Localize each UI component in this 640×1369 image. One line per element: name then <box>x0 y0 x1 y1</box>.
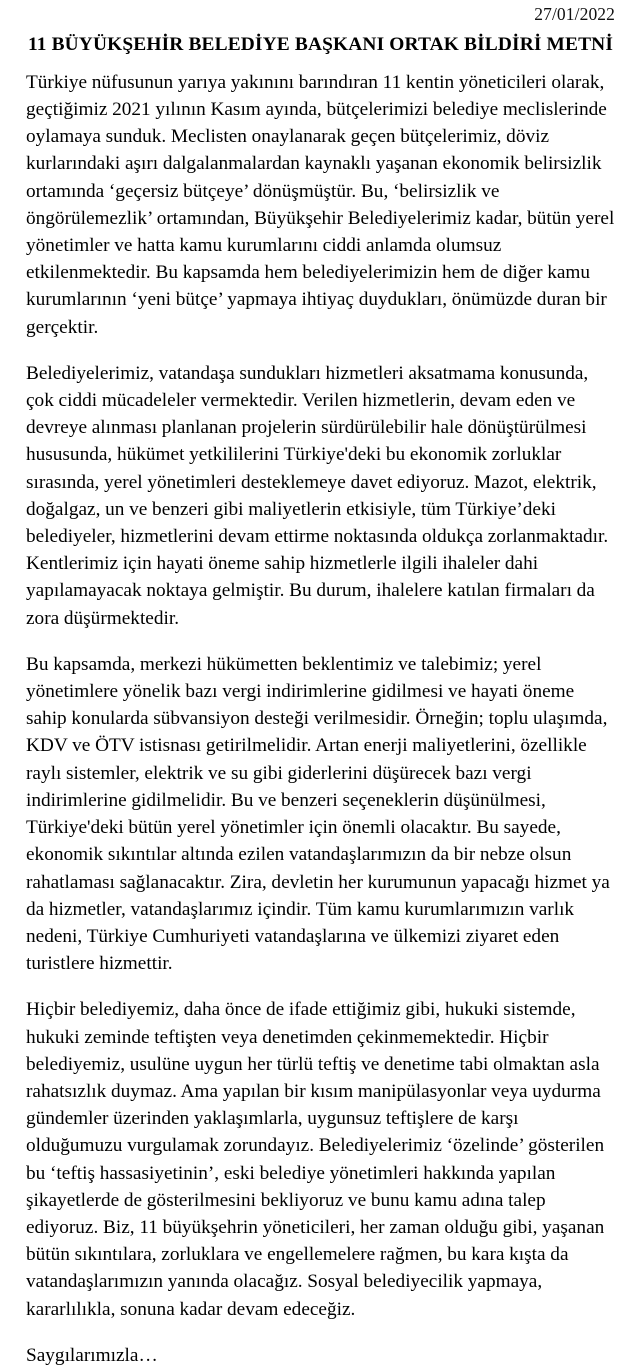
body-paragraph: Bu kapsamda, merkezi hükümetten beklentimiz ve talebimiz; yerel yönetimlere yönelik bazı vergi indirimlerine gidilmesi ve hayati öneme sahip konularda sübvansiyon desteği verilmesidir. Örneğin; toplu ulaşımda, KDV ve ÖTV istisnası getirilmelidir. Artan enerji maliyetlerini, özellikle raylı sistemler, elektrik ve su gibi giderlerini düşürecek bazı vergi indirimlerine gidilmelidir. Bu ve benzeri seçeneklerin düşünülmesi, Türkiye'deki bütün yerel yönetimler için önemli olacaktır. Bu sayede, ekonomik sıkıntılar altında ezilen vatandaşlarımızın da bir nebze olsun rahatlaması sağlanacaktır. Zira, devletin her kurumunun yapacağı hizmet ya da hizmetler, vatandaşlarımız içindir. Tüm kamu kurumlarımızın varlık nedeni, Türkiye Cumhuriyeti vatandaşlarına ve ülkemizi ziyaret eden turistlere hizmettir. <box>26 653 610 975</box>
body-paragraph: Hiçbir belediyemiz, daha önce de ifade ettiğimiz gibi, hukuki sistemde, hukuki zeminde teftişten veya denetimden çekinmemektedir. Hiçbir belediyemiz, usulüne uygun her türlü teftiş ve denetime tabi olmaktan asla rahatsızlık duymaz. Ama yapılan bir kısım manipülasyonlar veya uydurma gündemler üzerinden yaklaşımlarla, uygunsuz teftişlere de karşı olduğumuzu vurgulamak zorundayız. Belediyelerimiz ‘özelinde’ gösterilen bu ‘teftiş hassasiyetinin’, eski belediye yönetimleri hakkında yapılan şikayetlerde de gösterilmesini bekliyoruz ve bunu kamu adına talep ediyoruz. Biz, 11 büyükşehrin yöneticileri, her zaman olduğu gibi, yaşanan bütün sıkıntılara, zorluklara ve engellemelere rağmen, bu kara kışta da vatandaşlarımızın yanında olacağız. Sosyal belediyecilik yapmaya, kararlılıkla, sonuna kadar devam edeceğiz. <box>26 999 605 1320</box>
body-paragraph: Belediyelerimiz, vatandaşa sundukları hizmetleri aksatmama konusunda, çok ciddi mücadeleler vermektedir. Verilen hizmetlerin, devam eden ve devreye alınması planlanan projelerin sürdürülebilir hale dönüştürülmesi hususunda, hükümet yetkililerini Türkiye'deki bu ekonomik zorluklar sırasında, yerel yönetimleri desteklemeye davet ediyoruz. Mazot, elektrik, doğalgaz, un ve benzeri gibi maliyetlerin etkisiyle, tüm Türkiye’deki belediyeler, hizmetlerini devam ettirme noktasında oldukça zorlanmaktadır. Kentlerimiz için hayati öneme sahip hizmetlerle ilgili ihaleler dahi yapılamayacak noktaya gelmiştir. Bu durum, ihalelere katılan firmaları da zora düşürmektedir. <box>26 362 609 629</box>
page-title: 11 BÜYÜKŞEHİR BELEDİYE BAŞKANI ORTAK BİLDİRİ METNİ <box>27 33 614 55</box>
body-paragraph: Türkiye nüfusunun yarıya yakınını barındıran 11 kentin yöneticileri olarak, geçtiğimiz 2021 yılının Kasım ayında, bütçelerimizi belediye meclislerinde oylamaya sunduk. Meclisten onaylanarak geçen bütçelerimiz, döviz kurlarındaki aşırı dalgalanmalardan kaynaklı yaşanan ekonomik belirsizlik ortamında ‘geçersiz bütçeye’ dönüşmüştür. Bu, ‘belirsizlik ve öngörülemezlik’ ortamından, Büyükşehir Belediyelerimiz kadar, bütün yerel yönetimler ve hatta kamu kurumlarını ciddi anlamda olumsuz etkilenmektedir. Bu kapsamda hem belediyelerimizin hem de diğer kamu kurumlarının ‘yeni bütçe’ yapmaya ihtiyaç duydukları, önümüzde duran bir gerçektir. <box>26 71 615 338</box>
document-date: 27/01/2022 <box>534 4 615 24</box>
closing-line: Saygılarımızla… <box>26 1344 158 1366</box>
document-body <box>26 69 615 1369</box>
